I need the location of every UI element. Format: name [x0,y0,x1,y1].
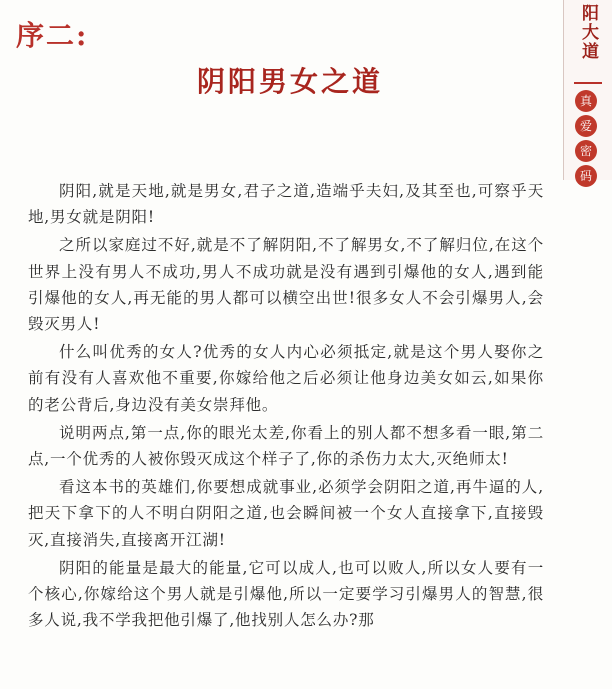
paragraph: 什么叫优秀的女人?优秀的女人内心必须抵定,就是这个男人娶你之前有没有人喜欢他不重要,你嫁给他之后必须让他身边美女如云,如果你的老公背后,身边没有美女崇拜他。 [28,343,544,414]
paragraph: 之所以家庭过不好,就是不了解阴阳,不了解男女,不了解归位,在这个世界上没有男人不成功,男人不成功就是没有遇到引爆他的女人,遇到能引爆他的女人,再无能的男人都可以横空出世!很多女人不会引爆男人,会毁灭男人! [28,236,544,334]
side-badge: 真 [575,90,597,112]
side-badge: 密 [575,140,597,162]
side-tab-badges [575,90,601,190]
side-tab-divider [574,82,602,84]
chapter-title: 阴阳男女之道 [196,65,383,98]
page-bottom-fade [0,659,612,689]
paragraph: 阴阳,就是天地,就是男女,君子之道,造端乎夫妇,及其至也,可察乎天地,男女就是阴阳! [28,182,544,227]
side-tab [563,0,612,183]
paragraph: 阴阳的能量是最大的能量,它可以成人,也可以败人,所以女人要有一个核心,你嫁给这个男人就是引爆他,所以一定要学习引爆男人的智慧,很多人说,我不学我把他引爆了,他找别人怎么办?那 [28,558,544,630]
paragraph: 说明两点,第一点,你的眼光太差,你看上的别人都不想多看一眼,第二点,一个优秀的人被你毁灭成这个样子了,你的杀伤力太大,灭绝师太! [28,423,544,469]
body-text [28,178,544,635]
side-badge: 码 [575,165,597,187]
paragraph: 看这本书的英雄们,你要想成就事业,必须学会阴阳之道,再牛逼的人,把天下拿下的人不明白阴阳之道,也会瞬间被一个女人直接拿下,直接毁灭,直接消失,直接离开江湖! [28,478,544,549]
side-badge: 爱 [575,115,597,137]
side-tab-title: 阳大道 [578,4,598,61]
section-label: 序二: [16,19,89,52]
